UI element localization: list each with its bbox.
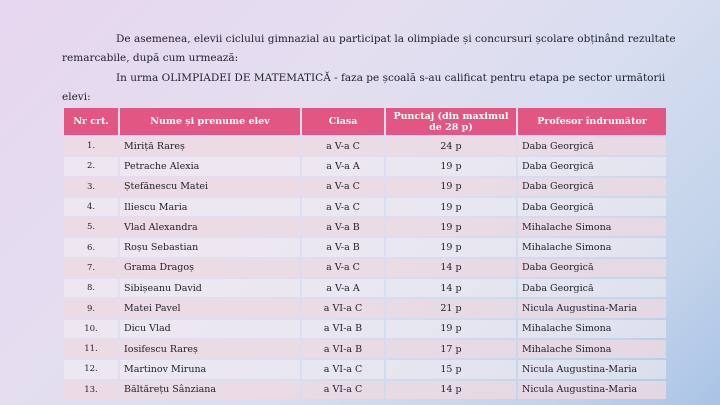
cell-student-name: Iliescu Maria [120,198,300,216]
cell-nr: 10. [64,320,118,338]
table-row [64,340,666,358]
cell-student-name: Petrache Alexia [120,157,300,175]
cell-student-name: Matei Pavel [120,299,300,317]
cell-student-name: Iosifescu Rareș [120,340,300,358]
cell-nr: 12. [64,360,118,378]
table-row [64,238,666,256]
cell-score: 21 p [386,299,516,317]
cell-student-name: Dicu Vlad [120,320,300,338]
header-class: Clasa [302,108,384,135]
table-row [64,198,666,216]
cell-nr: 6. [64,238,118,256]
olympiad-results-table [62,106,668,401]
cell-nr: 5. [64,218,118,236]
intro-line-1: De asemenea, elevii ciclului gimnazial au participat la olimpiade și concursuri școlare obținând rezultate [116,33,676,45]
intro-line-4: elevi: [62,91,91,103]
cell-student-name: Roșu Sebastian [120,238,300,256]
intro-line-3: In urma OLIMPIADEI DE MATEMATICĂ - faza pe școală s-au calificat pentru etapa pe sector următorii [116,72,666,84]
cell-score: 19 p [386,178,516,196]
table-row [64,178,666,196]
cell-score: 19 p [386,218,516,236]
header-name: Nume și prenume elev [120,108,300,135]
table-row [64,360,666,378]
cell-nr: 8. [64,279,118,297]
table-row [64,218,666,236]
table-row [64,381,666,399]
cell-teacher: Mihalache Simona [518,340,666,358]
cell-student-name: Vlad Alexandra [120,218,300,236]
cell-nr: 7. [64,259,118,277]
cell-class: a VI-a B [302,340,384,358]
cell-teacher: Mihalache Simona [518,238,666,256]
cell-nr: 13. [64,381,118,399]
cell-student-name: Ștefănescu Matei [120,178,300,196]
cell-class: a VI-a C [302,299,384,317]
cell-student-name: Sibișeanu David [120,279,300,297]
cell-class: a V-a B [302,218,384,236]
cell-teacher: Daba Georgică [518,259,666,277]
header-score: Punctaj (din maximul de 28 p) [386,108,516,135]
cell-class: a VI-a C [302,360,384,378]
cell-nr: 1. [64,137,118,155]
cell-score: 24 p [386,137,516,155]
cell-teacher: Daba Georgică [518,137,666,155]
cell-score: 15 p [386,360,516,378]
table-header-row [64,108,666,135]
intro-line-2: remarcabile, după cum urmează: [62,52,239,64]
cell-nr: 4. [64,198,118,216]
cell-student-name: Miriță Rareș [120,137,300,155]
cell-class: a V-a C [302,259,384,277]
table-row [64,259,666,277]
cell-student-name: Martinov Miruna [120,360,300,378]
cell-nr: 9. [64,299,118,317]
table-row [64,137,666,155]
cell-score: 14 p [386,259,516,277]
cell-score: 17 p [386,340,516,358]
cell-class: a V-a C [302,178,384,196]
cell-class: a V-a A [302,279,384,297]
table-body [64,137,666,399]
table-row [64,279,666,297]
intro-text [0,0,720,110]
cell-teacher: Mihalache Simona [518,320,666,338]
cell-student-name: Grama Dragoș [120,259,300,277]
cell-teacher: Nicula Augustina-Maria [518,381,666,399]
cell-teacher: Daba Georgică [518,198,666,216]
cell-class: a VI-a B [302,320,384,338]
table-row [64,320,666,338]
cell-score: 14 p [386,381,516,399]
cell-class: a V-a C [302,137,384,155]
cell-class: a V-a A [302,157,384,175]
cell-teacher: Daba Georgică [518,279,666,297]
cell-class: a V-a B [302,238,384,256]
header-teacher: Profesor îndrumător [518,108,666,135]
header-nr: Nr crt. [64,108,118,135]
cell-teacher: Mihalache Simona [518,218,666,236]
cell-student-name: Băltărețu Sânziana [120,381,300,399]
cell-class: a V-a C [302,198,384,216]
cell-nr: 11. [64,340,118,358]
cell-teacher: Nicula Augustina-Maria [518,299,666,317]
cell-score: 19 p [386,320,516,338]
table-row [64,157,666,175]
cell-class: a VI-a C [302,381,384,399]
cell-score: 19 p [386,198,516,216]
cell-score: 19 p [386,238,516,256]
cell-nr: 3. [64,178,118,196]
cell-teacher: Daba Georgică [518,157,666,175]
cell-nr: 2. [64,157,118,175]
table-row [64,299,666,317]
cell-score: 14 p [386,279,516,297]
cell-teacher: Daba Georgică [518,178,666,196]
cell-teacher: Nicula Augustina-Maria [518,360,666,378]
cell-score: 19 p [386,157,516,175]
